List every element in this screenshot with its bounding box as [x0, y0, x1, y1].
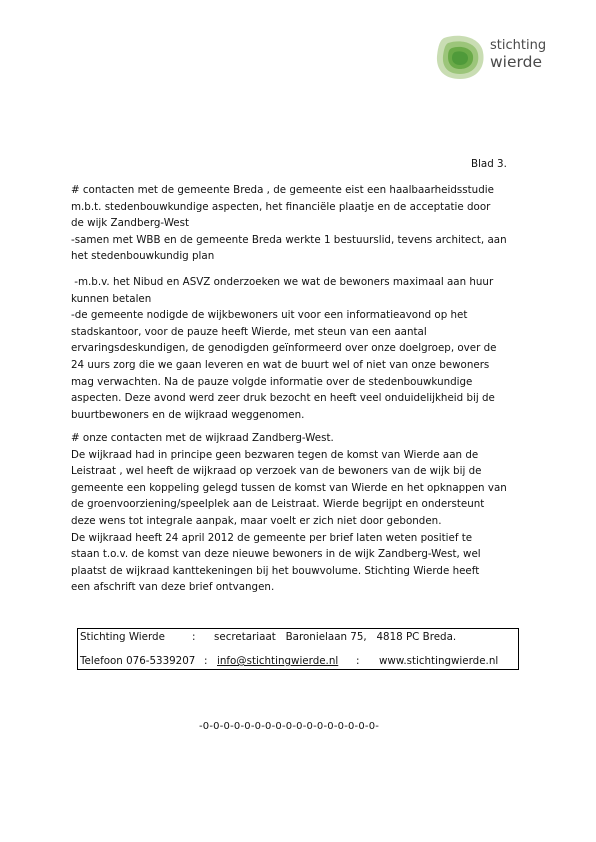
page-divider: -0-0-0-0-0-0-0-0-0-0-0-0-0-0-0-0-0-	[199, 721, 380, 732]
footer-separator: :	[356, 655, 360, 667]
footer-email-link[interactable]: info@stichtingwierde.nl	[217, 655, 339, 667]
stichting-wierde-logo	[436, 34, 566, 80]
logo-mark-icon	[436, 34, 486, 80]
text-line: deze wens tot integrale aanpak, maar voelt er zich niet door gebonden.	[71, 514, 442, 527]
paragraph-contacts-gemeente	[71, 182, 531, 265]
text-line: De wijkraad heeft 24 april 2012 de gemeente per brief laten weten positief te	[71, 531, 473, 544]
text-line: # onze contacten met de wijkraad Zandberg-West.	[71, 432, 334, 444]
logo-line-stichting: stichting	[490, 38, 547, 53]
text-line: stadskantoor, voor de pauze heeft Wierde, met steun van een aantal	[71, 325, 427, 338]
text-line: de groenvoorziening/speelplek aan de Leistraat. Wierde begrijpt en ondersteunt	[71, 498, 485, 511]
text-line: kunnen betalen	[71, 292, 152, 305]
text-line: Leistraat , wel heeft de wijkraad op verzoek van de bewoners van de wijk bij de	[71, 465, 482, 478]
footer-phone: Telefoon 076-5339207	[80, 655, 196, 667]
text-line: gemeente een koppeling gelegd tussen de komst van Wierde en het opknappen van	[71, 481, 507, 494]
text-line: het stedenbouwkundig plan	[71, 250, 215, 263]
text-line: plaatst de wijkraad kanttekeningen bij het bouwvolume. Stichting Wierde heeft	[71, 564, 480, 577]
logo-wordmark	[490, 38, 546, 71]
paragraph-nibud-informatieavond	[71, 274, 531, 423]
text-line: -samen met WBB en de gemeente Breda werkte 1 bestuurslid, tevens architect, aan	[71, 233, 507, 246]
logo-line-wierde: wierde	[490, 53, 542, 71]
footer-org-name: Stichting Wierde	[80, 631, 165, 643]
text-line: buurtbewoners en de wijkraad weggenomen.	[71, 408, 305, 421]
text-line: -de gemeente nodigde de wijkbewoners uit voor een informatieavond op het	[71, 309, 468, 322]
paragraph-contacts-wijkraad	[71, 430, 531, 596]
text-line: ervaringsdeskundigen, de genodigden geïnformeerd over onze doelgroep, over de	[71, 342, 497, 355]
text-line: aspecten. Deze avond werd zeer druk bezocht en heeft veel onduidelijkheid bij de	[71, 392, 495, 405]
footer-website-link[interactable]: www.stichtingwierde.nl	[379, 655, 499, 667]
text-line: # contacten met de gemeente Breda , de gemeente eist een haalbaarheidsstudie	[71, 184, 494, 196]
footer-separator: :	[192, 631, 196, 643]
text-line: een afschrift van deze brief ontvangen.	[71, 581, 275, 594]
text-line: de wijk Zandberg-West	[71, 217, 190, 230]
text-line: mag verwachten. Na de pauze volgde informatie over de stedenbouwkundige	[71, 375, 473, 388]
text-line: -m.b.v. het Nibud en ASVZ onderzoeken we wat de bewoners maximaal aan huur	[71, 276, 494, 288]
contact-footer-box	[77, 628, 519, 670]
text-line: De wijkraad had in principe geen bezwaren tegen de komst van Wierde aan de	[71, 448, 479, 461]
text-line: m.b.t. stedenbouwkundige aspecten, het financiële plaatje en de acceptatie door	[71, 200, 491, 213]
text-line: staan t.o.v. de komst van deze nieuwe bewoners in de wijk Zandberg-West, wel	[71, 548, 481, 561]
footer-separator: :	[204, 655, 208, 667]
page-number: Blad 3.	[471, 158, 507, 170]
footer-address: secretariaat Baronielaan 75, 4818 PC Breda.	[214, 631, 457, 643]
text-line: 24 uurs zorg die we gaan leveren en wat de buurt wel of niet van onze bewoners	[71, 358, 490, 371]
